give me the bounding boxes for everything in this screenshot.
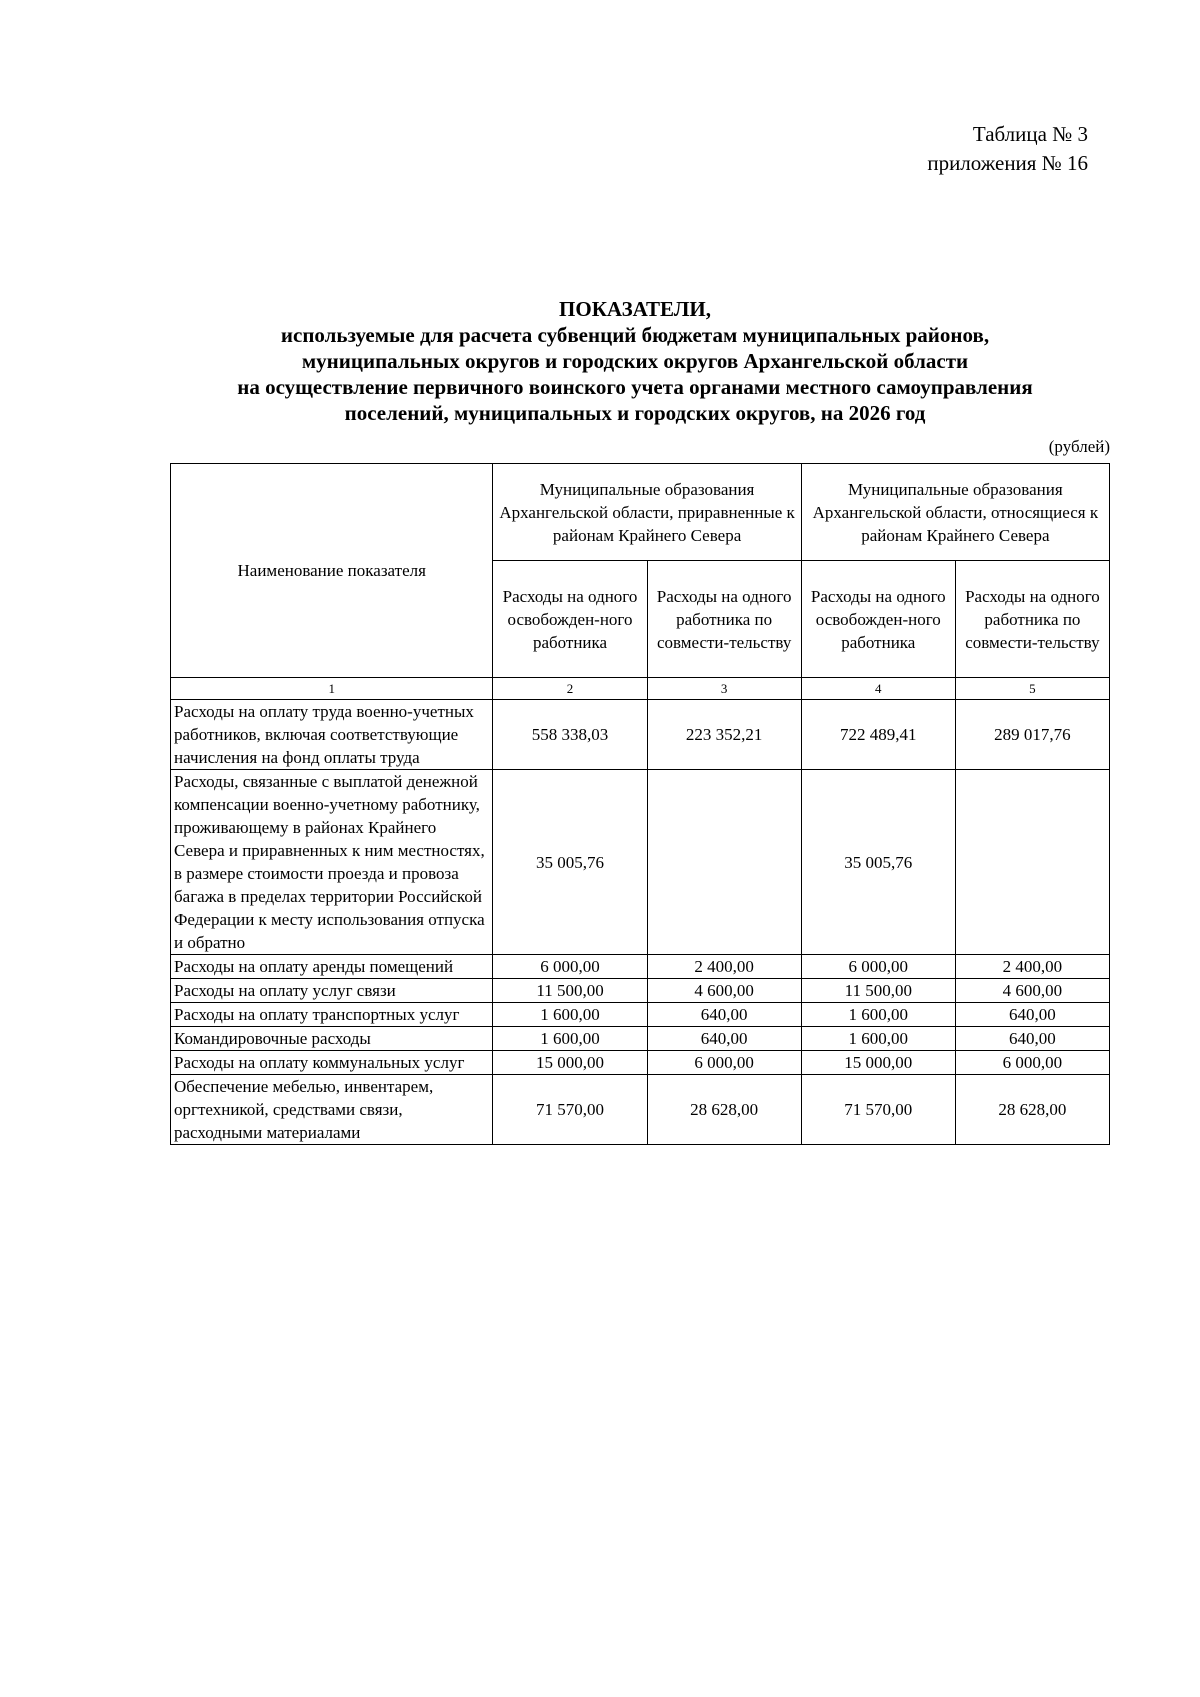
row-value: 35 005,76 xyxy=(801,770,955,955)
row-label: Расходы на оплату аренды помещений xyxy=(171,955,493,979)
subheader-b-fulltime: Расходы на одного освобожден-ного работника xyxy=(801,561,955,678)
table-number: Таблица № 3 xyxy=(972,122,1088,146)
row-value: 4 600,00 xyxy=(955,979,1109,1003)
column-numbers-row xyxy=(171,678,1110,700)
row-value: 11 500,00 xyxy=(493,979,647,1003)
table-row xyxy=(171,955,1110,979)
row-label: Расходы, связанные с выплатой денежной компенсации военно-учетному работнику, проживающему в районах Крайнего Севера и приравненных к ним местностях, в размере стоимости проезда и провоза багажа в пределах территории Российской Федерации к месту использования отпуска и обратно xyxy=(171,770,493,955)
row-value: 1 600,00 xyxy=(801,1003,955,1027)
row-value: 4 600,00 xyxy=(647,979,801,1003)
subheader-b-parttime: Расходы на одного работника по совмести-тельству xyxy=(955,561,1109,678)
row-value: 289 017,76 xyxy=(955,700,1109,770)
row-label: Расходы на оплату труда военно-учетных работников, включая соответствующие начисления на фонд оплаты труда xyxy=(171,700,493,770)
row-value: 640,00 xyxy=(955,1027,1109,1051)
name-column-header: Наименование показателя xyxy=(171,464,493,678)
row-value: 15 000,00 xyxy=(493,1051,647,1075)
row-value: 722 489,41 xyxy=(801,700,955,770)
row-value: 35 005,76 xyxy=(493,770,647,955)
title-line-5: поселений, муниципальных и городских округов, на 2026 год xyxy=(344,401,926,425)
title-line-3: муниципальных округов и городских округов Архангельской области xyxy=(301,349,969,373)
row-value: 11 500,00 xyxy=(801,979,955,1003)
row-value: 1 600,00 xyxy=(801,1027,955,1051)
column-number: 2 xyxy=(493,678,647,700)
row-value: 2 400,00 xyxy=(647,955,801,979)
appendix-reference xyxy=(927,120,1088,178)
row-value: 6 000,00 xyxy=(801,955,955,979)
row-value: 71 570,00 xyxy=(801,1075,955,1145)
table-row xyxy=(171,770,1110,955)
group-header-equivalent-north: Муниципальные образования Архангельской области, приравненные к районам Крайнего Севера xyxy=(493,464,801,561)
row-value: 15 000,00 xyxy=(801,1051,955,1075)
row-value xyxy=(647,770,801,955)
subheader-a-fulltime: Расходы на одного освобожден-ного работника xyxy=(493,561,647,678)
table-row xyxy=(171,979,1110,1003)
column-number: 4 xyxy=(801,678,955,700)
column-number: 5 xyxy=(955,678,1109,700)
row-value: 6 000,00 xyxy=(647,1051,801,1075)
row-label: Расходы на оплату коммунальных услуг xyxy=(171,1051,493,1075)
row-value: 640,00 xyxy=(647,1003,801,1027)
row-value: 6 000,00 xyxy=(493,955,647,979)
row-value: 2 400,00 xyxy=(955,955,1109,979)
row-value: 558 338,03 xyxy=(493,700,647,770)
row-value: 640,00 xyxy=(955,1003,1109,1027)
row-value: 640,00 xyxy=(647,1027,801,1051)
row-label: Командировочные расходы xyxy=(171,1027,493,1051)
title-line-1: ПОКАЗАТЕЛИ, xyxy=(559,297,711,321)
title-line-2: используемые для расчета субвенций бюджетам муниципальных районов, xyxy=(280,323,990,347)
table-row xyxy=(171,700,1110,770)
row-value: 1 600,00 xyxy=(493,1003,647,1027)
row-value: 1 600,00 xyxy=(493,1027,647,1051)
row-label: Расходы на оплату услуг связи xyxy=(171,979,493,1003)
row-value: 28 628,00 xyxy=(955,1075,1109,1145)
header-row-groups xyxy=(171,464,1110,561)
currency-unit: (рублей) xyxy=(1048,437,1110,456)
row-label: Расходы на оплату транспортных услуг xyxy=(171,1003,493,1027)
subheader-a-parttime: Расходы на одного работника по совмести-тельству xyxy=(647,561,801,678)
column-number: 1 xyxy=(171,678,493,700)
table-row xyxy=(171,1051,1110,1075)
appendix-number: приложения № 16 xyxy=(927,151,1088,175)
table-row xyxy=(171,1027,1110,1051)
group-header-far-north: Муниципальные образования Архангельской области, относящиеся к районам Крайнего Севера xyxy=(801,464,1109,561)
column-number: 3 xyxy=(647,678,801,700)
title-line-4: на осуществление первичного воинского учета органами местного самоуправления xyxy=(237,375,1033,399)
indicators-table xyxy=(170,463,1110,1145)
row-value: 28 628,00 xyxy=(647,1075,801,1145)
table-row xyxy=(171,1003,1110,1027)
row-value: 6 000,00 xyxy=(955,1051,1109,1075)
document-title xyxy=(150,296,1120,426)
row-label: Обеспечение мебелью, инвентарем, оргтехникой, средствами связи, расходными материалами xyxy=(171,1075,493,1145)
table-row xyxy=(171,1075,1110,1145)
row-value: 223 352,21 xyxy=(647,700,801,770)
row-value xyxy=(955,770,1109,955)
row-value: 71 570,00 xyxy=(493,1075,647,1145)
